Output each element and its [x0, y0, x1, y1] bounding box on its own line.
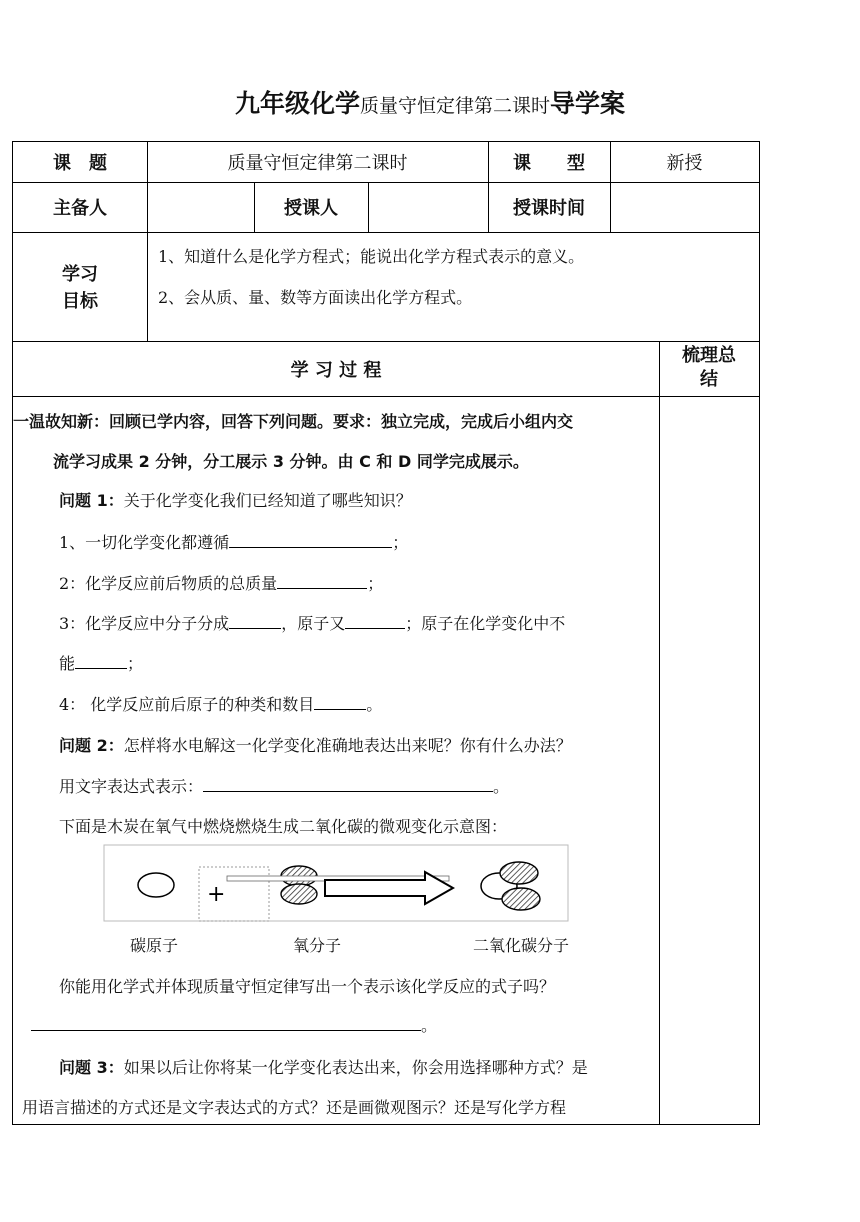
q3-label: 问题 3：: [59, 1058, 124, 1077]
question-2: [59, 733, 572, 756]
row-divider: [13, 396, 759, 397]
reaction-diagram: [103, 844, 571, 922]
fill-line-2: [59, 571, 383, 594]
intro-line: 流学习成果 2 分钟，分工展示 3 分钟。由 C 和 D 同学完成展示。: [53, 452, 529, 471]
fill-line-1: [59, 530, 408, 553]
topic-value: 质量守恒定律第二课时: [227, 153, 408, 174]
page-title: [0, 84, 860, 120]
answer-blank[interactable]: [75, 654, 127, 669]
answer-blank[interactable]: [229, 533, 392, 548]
fill-text: 2：化学反应前后物质的总质量: [59, 574, 278, 593]
plus-sign: +: [207, 882, 226, 907]
diagram-intro: 下面是木炭在氧气中燃烧燃烧生成二氧化碳的微观变化示意图：: [59, 817, 508, 836]
preparer-value[interactable]: [147, 182, 254, 232]
row-divider: [13, 232, 759, 233]
fill-text: 。: [366, 695, 383, 714]
question-3: [59, 1055, 588, 1078]
objective-item: 1、知道什么是化学方程式；能说出化学方程式表示的意义。: [158, 247, 585, 266]
question-3-line2: 用语言描述的方式还是文字表达式的方式？还是画微观图示？还是写化学方程: [22, 1098, 567, 1117]
carbon-atom-shape: [138, 873, 174, 897]
type-label: 课 型: [513, 153, 585, 174]
fill-text: ；: [392, 533, 409, 552]
co2-oxygen-shape: [502, 888, 540, 910]
oxygen-atom-shape: [281, 884, 317, 904]
teacher-value[interactable]: [368, 182, 488, 232]
fill-text: ，原子又: [281, 614, 346, 633]
process-heading: 学 习 过 程: [290, 359, 382, 381]
answer-blank[interactable]: [345, 614, 405, 629]
fill-line-3b: [59, 651, 143, 674]
fill-text: 。: [493, 777, 510, 796]
summary-heading-line2: 结: [700, 369, 718, 390]
time-label: 授课时间: [513, 198, 585, 219]
answer-blank[interactable]: [31, 1016, 421, 1031]
fill-text: 4： 化学反应前后原子的种类和数目: [59, 695, 315, 714]
fill-text: 。: [421, 1016, 438, 1035]
fill-text: 1、一切化学变化都遵循: [59, 533, 230, 552]
teacher-label: 授课人: [284, 198, 338, 219]
answer-blank[interactable]: [229, 614, 281, 629]
preparer-label: 主备人: [53, 198, 107, 219]
fill-text: 3：化学反应中分子分成: [59, 614, 230, 633]
q3-text: 如果以后让你将某一化学变化表达出来，你会用选择哪种方式？是: [123, 1058, 588, 1077]
objective-item: 2、会从质、量、数等方面读出化学方程式。: [158, 288, 473, 307]
q2-text: 怎样将水电解这一化学变化准确地表达出来呢？你有什么办法？: [123, 736, 572, 755]
objectives-label: [13, 258, 147, 318]
title-suffix: 导学案: [550, 89, 626, 118]
question-1: [59, 488, 412, 511]
q2-label: 问题 2：: [59, 736, 124, 755]
objectives-label-line2: 目标: [62, 291, 98, 312]
label-oxygen: 氧分子: [293, 936, 342, 955]
formula-line: [31, 1013, 437, 1036]
q1-text: 关于化学变化我们已经知道了哪些知识？: [123, 491, 412, 510]
type-value: 新授: [666, 153, 703, 174]
time-value[interactable]: [610, 182, 759, 232]
summary-heading-line1: 梳理总: [682, 345, 736, 366]
fill-text: 能: [59, 654, 76, 673]
co2-oxygen-shape: [500, 862, 538, 884]
col-divider: [659, 341, 660, 1124]
objectives-label-line1: 学习: [62, 264, 98, 285]
fill-text: ；原子在化学变化中不: [405, 614, 566, 633]
word-equation-line: [59, 774, 509, 797]
intro-line: 一温故知新：回顾已学内容，回答下列问题。要求：独立完成，完成后小组内交: [13, 412, 574, 431]
fill-line-4: [59, 692, 382, 715]
answer-blank[interactable]: [314, 695, 366, 710]
fill-text: ；: [367, 574, 384, 593]
ask-formula: 你能用化学式并体现质量守恒定律写出一个表示该化学反应的式子吗？: [59, 977, 556, 996]
q1-label: 问题 1：: [59, 491, 124, 510]
fill-line-3: [59, 611, 565, 634]
label-carbon: 碳原子: [130, 936, 179, 955]
title-middle: 质量守恒定律第二课时: [359, 95, 550, 117]
lesson-table: [12, 141, 760, 1125]
fill-text: 用文字表达式表示：: [59, 777, 204, 796]
title-prefix: 九年级化学: [234, 89, 360, 118]
label-co2: 二氧化碳分子: [473, 936, 570, 955]
fill-text: ；: [127, 654, 144, 673]
answer-blank[interactable]: [277, 574, 367, 589]
topic-label: 课 题: [53, 153, 107, 174]
answer-blank[interactable]: [203, 777, 493, 792]
col-divider: [147, 232, 148, 341]
summary-heading: [659, 343, 759, 393]
